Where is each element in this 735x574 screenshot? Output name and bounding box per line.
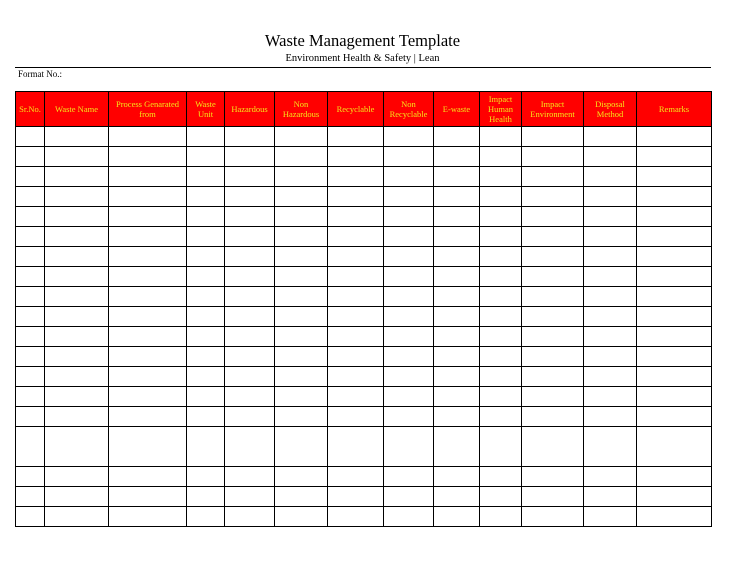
table-cell[interactable] — [637, 187, 712, 207]
table-cell[interactable] — [434, 287, 480, 307]
table-cell[interactable] — [187, 507, 225, 527]
table-cell[interactable] — [434, 247, 480, 267]
table-cell[interactable] — [45, 187, 109, 207]
table-cell[interactable] — [275, 127, 328, 147]
table-cell[interactable] — [637, 267, 712, 287]
table-cell[interactable] — [328, 207, 384, 227]
table-row — [16, 207, 712, 227]
table-cell[interactable] — [522, 227, 584, 247]
table-row — [16, 147, 712, 167]
column-header-remarks: Remarks — [637, 92, 712, 127]
table-cell[interactable] — [522, 427, 584, 467]
table-cell[interactable] — [434, 227, 480, 247]
column-header-e-waste: E-waste — [434, 92, 480, 127]
table-cell[interactable] — [584, 187, 637, 207]
table-cell[interactable] — [522, 207, 584, 227]
table-cell[interactable] — [637, 467, 712, 487]
table-cell[interactable] — [16, 467, 45, 487]
table-cell[interactable] — [109, 327, 187, 347]
table-cell[interactable] — [275, 307, 328, 327]
table-cell[interactable] — [522, 467, 584, 487]
table-cell[interactable] — [522, 487, 584, 507]
table-cell[interactable] — [45, 367, 109, 387]
table-cell[interactable] — [584, 407, 637, 427]
table-cell[interactable] — [187, 167, 225, 187]
table-cell[interactable] — [434, 467, 480, 487]
table-cell[interactable] — [584, 247, 637, 267]
table-cell[interactable] — [187, 367, 225, 387]
column-header-hazardous: Hazardous — [225, 92, 275, 127]
table-cell[interactable] — [480, 207, 522, 227]
table-cell[interactable] — [584, 287, 637, 307]
table-cell[interactable] — [187, 227, 225, 247]
table-cell[interactable] — [45, 467, 109, 487]
table-cell[interactable] — [187, 307, 225, 327]
table-cell[interactable] — [584, 167, 637, 187]
table-cell[interactable] — [584, 307, 637, 327]
table-cell[interactable] — [16, 327, 45, 347]
table-cell[interactable] — [109, 467, 187, 487]
table-cell[interactable] — [434, 327, 480, 347]
table-cell[interactable] — [637, 167, 712, 187]
table-row — [16, 387, 712, 407]
table-cell[interactable] — [187, 147, 225, 167]
table-cell[interactable] — [328, 407, 384, 427]
table-cell[interactable] — [637, 407, 712, 427]
table-cell[interactable] — [225, 127, 275, 147]
table-cell[interactable] — [225, 187, 275, 207]
table-cell[interactable] — [225, 247, 275, 267]
table-cell[interactable] — [109, 507, 187, 527]
table-cell[interactable] — [584, 347, 637, 367]
column-header-impact-human-health: Impact Human Health — [480, 92, 522, 127]
table-cell[interactable] — [328, 267, 384, 287]
table-cell[interactable] — [187, 407, 225, 427]
table-cell[interactable] — [328, 187, 384, 207]
table-cell[interactable] — [637, 347, 712, 367]
table-cell[interactable] — [522, 507, 584, 527]
table-cell[interactable] — [275, 167, 328, 187]
table-cell[interactable] — [434, 407, 480, 427]
table-cell[interactable] — [480, 327, 522, 347]
table-cell[interactable] — [187, 487, 225, 507]
table-cell[interactable] — [225, 327, 275, 347]
table-cell[interactable] — [584, 467, 637, 487]
table-cell[interactable] — [637, 367, 712, 387]
table-cell[interactable] — [384, 227, 434, 247]
table-cell[interactable] — [384, 167, 434, 187]
column-header-disposal-method: Disposal Method — [584, 92, 637, 127]
table-cell[interactable] — [480, 487, 522, 507]
table-cell[interactable] — [328, 227, 384, 247]
table-row — [16, 467, 712, 487]
table-cell[interactable] — [637, 287, 712, 307]
table-cell[interactable] — [480, 427, 522, 467]
table-cell[interactable] — [225, 287, 275, 307]
table-cell[interactable] — [637, 127, 712, 147]
table-cell[interactable] — [109, 187, 187, 207]
table-row — [16, 507, 712, 527]
table-cell[interactable] — [225, 207, 275, 227]
table-cell[interactable] — [16, 307, 45, 327]
table-cell[interactable] — [16, 147, 45, 167]
table-cell[interactable] — [275, 247, 328, 267]
table-cell[interactable] — [637, 307, 712, 327]
table-cell[interactable] — [522, 127, 584, 147]
table-cell[interactable] — [434, 307, 480, 327]
column-header-sr-no: Sr.No. — [16, 92, 45, 127]
table-cell[interactable] — [384, 427, 434, 467]
table-cell[interactable] — [275, 467, 328, 487]
table-cell[interactable] — [637, 147, 712, 167]
table-cell[interactable] — [384, 507, 434, 527]
table-cell[interactable] — [45, 267, 109, 287]
table-cell[interactable] — [522, 307, 584, 327]
table-row — [16, 187, 712, 207]
table-cell[interactable] — [584, 427, 637, 467]
table-row — [16, 347, 712, 367]
table-cell[interactable] — [275, 347, 328, 367]
table-cell[interactable] — [328, 467, 384, 487]
table-cell[interactable] — [225, 387, 275, 407]
table-cell[interactable] — [275, 387, 328, 407]
table-cell[interactable] — [109, 207, 187, 227]
table-row — [16, 327, 712, 347]
table-cell[interactable] — [584, 367, 637, 387]
table-cell[interactable] — [328, 367, 384, 387]
table-cell[interactable] — [45, 287, 109, 307]
table-cell[interactable] — [384, 287, 434, 307]
table-cell[interactable] — [328, 287, 384, 307]
table-cell[interactable] — [45, 207, 109, 227]
table-cell[interactable] — [225, 347, 275, 367]
table-cell[interactable] — [225, 147, 275, 167]
table-cell[interactable] — [584, 207, 637, 227]
table-cell[interactable] — [328, 327, 384, 347]
table-cell[interactable] — [584, 267, 637, 287]
table-cell[interactable] — [45, 407, 109, 427]
table-row — [16, 127, 712, 147]
table-cell[interactable] — [45, 327, 109, 347]
table-cell[interactable] — [16, 167, 45, 187]
table-cell[interactable] — [434, 387, 480, 407]
table-cell[interactable] — [187, 187, 225, 207]
table-cell[interactable] — [480, 287, 522, 307]
table-cell[interactable] — [522, 367, 584, 387]
table-cell[interactable] — [45, 347, 109, 367]
table-cell[interactable] — [16, 387, 45, 407]
table-cell[interactable] — [384, 267, 434, 287]
table-cell[interactable] — [522, 187, 584, 207]
table-cell[interactable] — [522, 407, 584, 427]
table-cell[interactable] — [225, 367, 275, 387]
table-row — [16, 427, 712, 467]
table-cell[interactable] — [480, 267, 522, 287]
table-cell[interactable] — [480, 347, 522, 367]
column-header-waste-name: Waste Name — [45, 92, 109, 127]
table-cell[interactable] — [45, 127, 109, 147]
table-cell[interactable] — [109, 347, 187, 367]
waste-log-table — [15, 91, 712, 527]
table-cell[interactable] — [584, 227, 637, 247]
table-cell[interactable] — [187, 127, 225, 147]
table-cell[interactable] — [45, 507, 109, 527]
table-cell[interactable] — [637, 247, 712, 267]
table-cell[interactable] — [225, 507, 275, 527]
table-cell[interactable] — [522, 147, 584, 167]
table-cell[interactable] — [275, 207, 328, 227]
table-cell[interactable] — [480, 307, 522, 327]
table-cell[interactable] — [637, 387, 712, 407]
table-cell[interactable] — [16, 487, 45, 507]
table-cell[interactable] — [109, 247, 187, 267]
table-cell[interactable] — [275, 427, 328, 467]
table-cell[interactable] — [384, 307, 434, 327]
table-cell[interactable] — [480, 247, 522, 267]
table-cell[interactable] — [16, 187, 45, 207]
table-cell[interactable] — [434, 187, 480, 207]
table-cell[interactable] — [328, 167, 384, 187]
table-cell[interactable] — [275, 407, 328, 427]
table-cell[interactable] — [328, 427, 384, 467]
table-cell[interactable] — [480, 167, 522, 187]
table-cell[interactable] — [275, 267, 328, 287]
table-cell[interactable] — [225, 487, 275, 507]
table-cell[interactable] — [328, 307, 384, 327]
table-cell[interactable] — [480, 387, 522, 407]
table-cell[interactable] — [187, 427, 225, 467]
table-cell[interactable] — [225, 267, 275, 287]
table-cell[interactable] — [45, 387, 109, 407]
table-cell[interactable] — [384, 387, 434, 407]
table-cell[interactable] — [480, 147, 522, 167]
table-cell[interactable] — [45, 147, 109, 167]
table-cell[interactable] — [434, 147, 480, 167]
table-cell[interactable] — [16, 127, 45, 147]
table-cell[interactable] — [434, 487, 480, 507]
table-cell[interactable] — [328, 247, 384, 267]
table-cell[interactable] — [637, 507, 712, 527]
table-cell[interactable] — [16, 347, 45, 367]
table-cell[interactable] — [637, 427, 712, 467]
table-cell[interactable] — [328, 487, 384, 507]
column-header-waste-unit: Waste Unit — [187, 92, 225, 127]
table-cell[interactable] — [384, 407, 434, 427]
table-cell[interactable] — [109, 387, 187, 407]
table-cell[interactable] — [187, 347, 225, 367]
table-cell[interactable] — [434, 207, 480, 227]
table-cell[interactable] — [522, 287, 584, 307]
table-cell[interactable] — [275, 147, 328, 167]
table-cell[interactable] — [187, 267, 225, 287]
table-cell[interactable] — [434, 367, 480, 387]
table-cell[interactable] — [109, 407, 187, 427]
table-cell[interactable] — [225, 227, 275, 247]
table-cell[interactable] — [480, 127, 522, 147]
format-number-label: Format No.: — [18, 69, 62, 79]
table-row — [16, 287, 712, 307]
table-cell[interactable] — [16, 427, 45, 467]
table-cell[interactable] — [522, 167, 584, 187]
table-cell[interactable] — [45, 247, 109, 267]
table-cell[interactable] — [275, 187, 328, 207]
table-cell[interactable] — [328, 507, 384, 527]
table-row — [16, 227, 712, 247]
table-cell[interactable] — [522, 347, 584, 367]
table-cell[interactable] — [584, 487, 637, 507]
column-header-impact-environment: Impact Environment — [522, 92, 584, 127]
table-header-row — [16, 92, 712, 127]
table-cell[interactable] — [225, 407, 275, 427]
table-cell[interactable] — [109, 427, 187, 467]
table-cell[interactable] — [480, 407, 522, 427]
table-cell[interactable] — [480, 467, 522, 487]
table-cell[interactable] — [584, 147, 637, 167]
table-cell[interactable] — [584, 127, 637, 147]
table-cell[interactable] — [275, 487, 328, 507]
table-cell[interactable] — [16, 507, 45, 527]
column-header-process-generated-from: Process Genarated from — [109, 92, 187, 127]
table-cell[interactable] — [637, 227, 712, 247]
table-cell[interactable] — [109, 147, 187, 167]
table-row — [16, 407, 712, 427]
table-cell[interactable] — [328, 387, 384, 407]
header-divider — [15, 67, 711, 68]
table-cell[interactable] — [637, 487, 712, 507]
table-cell[interactable] — [637, 207, 712, 227]
table-cell[interactable] — [109, 227, 187, 247]
table-cell[interactable] — [275, 327, 328, 347]
table-cell[interactable] — [16, 267, 45, 287]
table-cell[interactable] — [109, 487, 187, 507]
table-cell[interactable] — [109, 307, 187, 327]
table-cell[interactable] — [225, 427, 275, 467]
table-row — [16, 307, 712, 327]
table-cell[interactable] — [384, 367, 434, 387]
table-cell[interactable] — [187, 287, 225, 307]
table-cell[interactable] — [384, 347, 434, 367]
table-cell[interactable] — [384, 327, 434, 347]
table-row — [16, 267, 712, 287]
table-row — [16, 247, 712, 267]
table-cell[interactable] — [225, 307, 275, 327]
table-cell[interactable] — [480, 227, 522, 247]
table-cell[interactable] — [45, 227, 109, 247]
table-cell[interactable] — [384, 467, 434, 487]
table-cell[interactable] — [384, 487, 434, 507]
table-cell[interactable] — [522, 327, 584, 347]
table-cell[interactable] — [16, 367, 45, 387]
table-cell[interactable] — [434, 167, 480, 187]
table-cell[interactable] — [109, 267, 187, 287]
table-cell[interactable] — [225, 167, 275, 187]
table-row — [16, 167, 712, 187]
table-cell[interactable] — [434, 347, 480, 367]
table-cell[interactable] — [480, 187, 522, 207]
table-cell[interactable] — [434, 267, 480, 287]
table-cell[interactable] — [187, 327, 225, 347]
table-cell[interactable] — [109, 367, 187, 387]
table-cell[interactable] — [384, 147, 434, 167]
table-cell[interactable] — [384, 127, 434, 147]
table-cell[interactable] — [16, 207, 45, 227]
table-cell[interactable] — [384, 247, 434, 267]
table-cell[interactable] — [522, 247, 584, 267]
table-cell[interactable] — [328, 147, 384, 167]
table-cell[interactable] — [16, 407, 45, 427]
column-header-non-recyclable: Non Recyclable — [384, 92, 434, 127]
table-cell[interactable] — [16, 247, 45, 267]
table-cell[interactable] — [45, 167, 109, 187]
table-cell[interactable] — [328, 347, 384, 367]
table-cell[interactable] — [522, 267, 584, 287]
table-cell[interactable] — [434, 507, 480, 527]
table-cell[interactable] — [109, 167, 187, 187]
table-cell[interactable] — [637, 327, 712, 347]
table-cell[interactable] — [275, 227, 328, 247]
document-subtitle: Environment Health & Safety | Lean — [285, 53, 440, 64]
table-cell[interactable] — [434, 127, 480, 147]
table-cell[interactable] — [328, 127, 384, 147]
table-cell[interactable] — [45, 427, 109, 467]
column-header-non-hazardous: Non Hazardous — [275, 92, 328, 127]
table-cell[interactable] — [522, 387, 584, 407]
table-cell[interactable] — [384, 187, 434, 207]
table-body — [16, 127, 712, 527]
table-cell[interactable] — [187, 207, 225, 227]
table-cell[interactable] — [434, 427, 480, 467]
table-cell[interactable] — [109, 127, 187, 147]
table-row — [16, 487, 712, 507]
table-cell[interactable] — [480, 507, 522, 527]
table-cell[interactable] — [45, 487, 109, 507]
table-cell[interactable] — [584, 387, 637, 407]
table-cell[interactable] — [187, 387, 225, 407]
table-cell[interactable] — [16, 287, 45, 307]
table-cell[interactable] — [16, 227, 45, 247]
table-cell[interactable] — [187, 467, 225, 487]
table-cell[interactable] — [225, 467, 275, 487]
table-cell[interactable] — [45, 307, 109, 327]
table-cell[interactable] — [187, 247, 225, 267]
document-title: Waste Management Template — [264, 31, 461, 50]
table-cell[interactable] — [275, 367, 328, 387]
table-cell[interactable] — [109, 287, 187, 307]
table-cell[interactable] — [480, 367, 522, 387]
table-cell[interactable] — [275, 287, 328, 307]
table-cell[interactable] — [584, 327, 637, 347]
table-cell[interactable] — [275, 507, 328, 527]
table-cell[interactable] — [384, 207, 434, 227]
table-row — [16, 367, 712, 387]
column-header-recyclable: Recyclable — [328, 92, 384, 127]
table-cell[interactable] — [584, 507, 637, 527]
